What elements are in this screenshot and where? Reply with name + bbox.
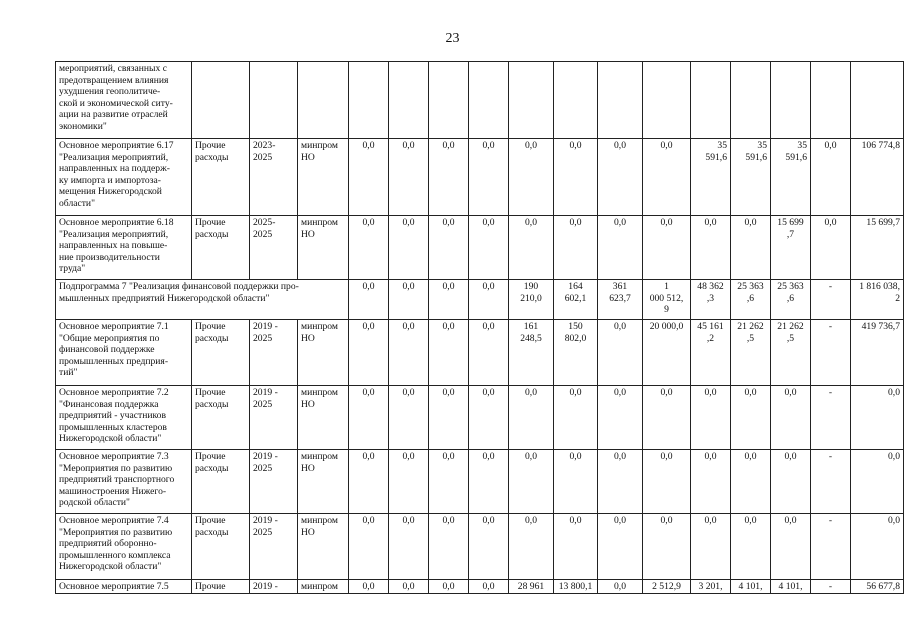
value-cell: 0,0	[349, 514, 389, 580]
executor: минпром НО	[298, 320, 349, 386]
value-cell	[811, 62, 851, 139]
expense-type: Прочие расходы	[192, 139, 250, 216]
value-cell: 0,0	[429, 320, 469, 386]
value-cell: 1 000 512, 9	[643, 280, 691, 320]
value-cell	[349, 62, 389, 139]
value-cell	[429, 62, 469, 139]
period: 2019 -	[250, 580, 298, 594]
value-cell: 361 623,7	[598, 280, 643, 320]
value-cell: 25 363 ,6	[771, 280, 811, 320]
table-row	[56, 62, 904, 139]
total-cell: 419 736,7	[851, 320, 904, 386]
value-cell: 4 101,	[731, 580, 771, 594]
value-cell: 0,0	[771, 514, 811, 580]
executor: минпром НО	[298, 450, 349, 514]
measure-name: Основное мероприятие 7.2 "Финансовая поддержка предприятий - участников промышленных кластеров Нижегородской области"	[56, 386, 192, 450]
value-cell: 0,0	[429, 216, 469, 280]
value-cell: 0,0	[429, 580, 469, 594]
value-cell: 0,0	[389, 216, 429, 280]
value-cell: 0,0	[643, 514, 691, 580]
executor: минпром НО	[298, 139, 349, 216]
value-cell: 0,0	[509, 386, 554, 450]
value-cell: 21 262 ,5	[731, 320, 771, 386]
executor: минпром НО	[298, 216, 349, 280]
total-cell: 0,0	[851, 514, 904, 580]
value-cell: 28 961	[509, 580, 554, 594]
value-cell: 0,0	[554, 139, 598, 216]
value-cell: 0,0	[731, 386, 771, 450]
executor: минпром	[298, 580, 349, 594]
value-cell: -	[811, 580, 851, 594]
value-cell: 45 161 ,2	[691, 320, 731, 386]
value-cell: 0,0	[509, 514, 554, 580]
total-cell: 15 699,7	[851, 216, 904, 280]
table-row	[56, 216, 904, 280]
value-cell: 0,0	[598, 450, 643, 514]
measure-name: мероприятий, связанных с предотвращением влияния ухудшения геополитиче- ской и экономической ситу- ации на развитие отраслей экономики"	[56, 62, 192, 139]
value-cell: 0,0	[389, 320, 429, 386]
value-cell: 0,0	[554, 514, 598, 580]
value-cell: 0,0	[691, 386, 731, 450]
value-cell: 0,0	[429, 386, 469, 450]
value-cell: 0,0	[771, 450, 811, 514]
value-cell: 0,0	[811, 216, 851, 280]
value-cell	[598, 62, 643, 139]
value-cell: 0,0	[389, 139, 429, 216]
period: 2019 - 2025	[250, 386, 298, 450]
measure-name: Основное мероприятие 6.17 "Реализация мероприятий, направленных на поддерж- ку импорта и импортоза- мещения Нижегородской области"	[56, 139, 192, 216]
measure-name: Основное мероприятие 6.18 "Реализация мероприятий, направленных на повыше- ние производительности труда"	[56, 216, 192, 280]
value-cell: 0,0	[389, 386, 429, 450]
value-cell: 0,0	[509, 450, 554, 514]
value-cell: 0,0	[349, 580, 389, 594]
value-cell: 0,0	[731, 514, 771, 580]
value-cell: 150 802,0	[554, 320, 598, 386]
table-row	[56, 139, 904, 216]
executor	[298, 62, 349, 139]
value-cell: 21 262 ,5	[771, 320, 811, 386]
value-cell: 0,0	[349, 216, 389, 280]
table-row	[56, 514, 904, 580]
value-cell	[554, 62, 598, 139]
value-cell: 0,0	[691, 450, 731, 514]
period: 2019 - 2025	[250, 320, 298, 386]
executor: минпром НО	[298, 386, 349, 450]
value-cell: -	[811, 450, 851, 514]
value-cell: 0,0	[643, 386, 691, 450]
expense-type: Прочие расходы	[192, 216, 250, 280]
period: 2023- 2025	[250, 139, 298, 216]
value-cell: 0,0	[731, 450, 771, 514]
value-cell: 190 210,0	[509, 280, 554, 320]
total-cell: 0,0	[851, 386, 904, 450]
value-cell: 0,0	[389, 280, 429, 320]
table-row	[56, 386, 904, 450]
value-cell: 0,0	[643, 216, 691, 280]
value-cell: 35 591,6	[691, 139, 731, 216]
period: 2019 - 2025	[250, 450, 298, 514]
value-cell	[389, 62, 429, 139]
expense-type: Прочие	[192, 580, 250, 594]
subprogram-row	[56, 280, 904, 320]
value-cell: 0,0	[554, 216, 598, 280]
value-cell: 0,0	[598, 580, 643, 594]
value-cell: 0,0	[643, 139, 691, 216]
value-cell: 0,0	[811, 139, 851, 216]
value-cell: 0,0	[691, 514, 731, 580]
page-number: 23	[445, 31, 460, 46]
value-cell: 0,0	[389, 450, 429, 514]
total-cell: 1 816 038, 2	[851, 280, 904, 320]
value-cell: 2 512,9	[643, 580, 691, 594]
value-cell: 0,0	[469, 216, 509, 280]
value-cell: 0,0	[349, 280, 389, 320]
value-cell: 0,0	[469, 450, 509, 514]
value-cell: 0,0	[429, 280, 469, 320]
value-cell: 20 000,0	[643, 320, 691, 386]
value-cell: 0,0	[598, 139, 643, 216]
value-cell: -	[811, 320, 851, 386]
value-cell: 0,0	[598, 386, 643, 450]
value-cell: 0,0	[643, 450, 691, 514]
total-cell	[851, 62, 904, 139]
value-cell: -	[811, 386, 851, 450]
value-cell: 0,0	[469, 320, 509, 386]
value-cell: 0,0	[389, 580, 429, 594]
value-cell: 0,0	[349, 386, 389, 450]
period: 2025- 2025	[250, 216, 298, 280]
value-cell: 3 201,	[691, 580, 731, 594]
value-cell: 4 101,	[771, 580, 811, 594]
value-cell: 0,0	[469, 386, 509, 450]
value-cell: 0,0	[509, 139, 554, 216]
value-cell: 35 591,6	[771, 139, 811, 216]
expense-type	[192, 62, 250, 139]
value-cell	[731, 62, 771, 139]
value-cell: 0,0	[554, 386, 598, 450]
value-cell: 0,0	[469, 580, 509, 594]
total-cell: 106 774,8	[851, 139, 904, 216]
value-cell: 0,0	[771, 386, 811, 450]
value-cell: 0,0	[598, 216, 643, 280]
measure-name: Основное мероприятие 7.3 "Мероприятия по развитию предприятий транспортного машиностроения Нижего- родской области"	[56, 450, 192, 514]
value-cell: 0,0	[691, 216, 731, 280]
budget-table	[55, 61, 904, 594]
value-cell: 161 248,5	[509, 320, 554, 386]
expense-type: Прочие расходы	[192, 514, 250, 580]
value-cell: -	[811, 280, 851, 320]
value-cell: 0,0	[429, 139, 469, 216]
value-cell: 0,0	[429, 450, 469, 514]
total-cell: 0,0	[851, 450, 904, 514]
value-cell: 0,0	[349, 139, 389, 216]
value-cell: 0,0	[598, 514, 643, 580]
value-cell: 25 363 ,6	[731, 280, 771, 320]
value-cell: 0,0	[598, 320, 643, 386]
period	[250, 62, 298, 139]
value-cell: 35 591,6	[731, 139, 771, 216]
table-row	[56, 320, 904, 386]
value-cell: 0,0	[469, 514, 509, 580]
value-cell: 0,0	[389, 514, 429, 580]
value-cell: 13 800,1	[554, 580, 598, 594]
value-cell: 0,0	[349, 320, 389, 386]
expense-type: Прочие расходы	[192, 450, 250, 514]
value-cell: -	[811, 514, 851, 580]
value-cell	[691, 62, 731, 139]
expense-type: Прочие расходы	[192, 320, 250, 386]
measure-name: Основное мероприятие 7.1 "Общие мероприятия по финансовой поддержке промышленных предприя- тий"	[56, 320, 192, 386]
value-cell: 0,0	[509, 216, 554, 280]
value-cell	[469, 62, 509, 139]
value-cell: 0,0	[429, 514, 469, 580]
value-cell	[509, 62, 554, 139]
measure-name: Основное мероприятие 7.5	[56, 580, 192, 594]
expense-type: Прочие расходы	[192, 386, 250, 450]
table-row	[56, 580, 904, 594]
value-cell	[771, 62, 811, 139]
value-cell: 48 362 ,3	[691, 280, 731, 320]
measure-name: Основное мероприятие 7.4 "Мероприятия по развитию предприятий оборонно- промышленного комплекса Нижегородской области"	[56, 514, 192, 580]
value-cell: 164 602,1	[554, 280, 598, 320]
executor: минпром НО	[298, 514, 349, 580]
value-cell: 0,0	[469, 280, 509, 320]
subprogram-title: Подпрограмма 7 "Реализация финансовой поддержки про- мышленных предприятий Нижегородской области"	[56, 280, 349, 320]
value-cell: 0,0	[469, 139, 509, 216]
value-cell	[643, 62, 691, 139]
value-cell: 0,0	[554, 450, 598, 514]
value-cell: 15 699 ,7	[771, 216, 811, 280]
table-row	[56, 450, 904, 514]
value-cell: 0,0	[731, 216, 771, 280]
total-cell: 56 677,8	[851, 580, 904, 594]
value-cell: 0,0	[349, 450, 389, 514]
period: 2019 - 2025	[250, 514, 298, 580]
